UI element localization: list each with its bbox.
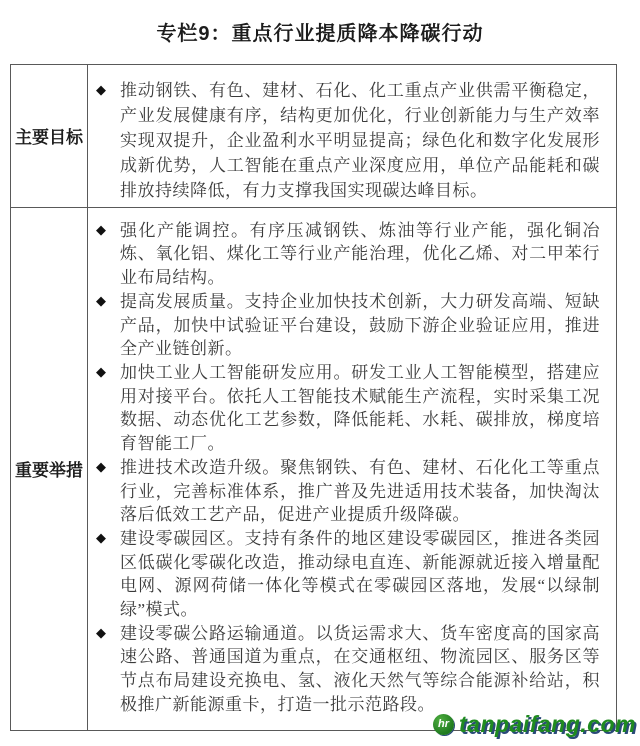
- row-label-cell: [11, 65, 88, 207]
- row-label-cell: [11, 208, 88, 730]
- bullet-item: [96, 219, 600, 290]
- tanpaifang-logo-icon: hr: [433, 714, 454, 735]
- row-label-main-goals: 主要目标: [15, 128, 83, 148]
- policy-box-table: [10, 64, 617, 731]
- bullet-text: 推进技术改造升级。聚焦钢铁、有色、建材、石化化工等重点行业，完善标准体系，推广普及先进适用技术装备，加快淘汰落后低效工艺产品，促进产业提质升级降碳。: [120, 457, 600, 525]
- bullet-text: 强化产能调控。有序压减钢铁、炼油等行业产能，强化铜冶炼、氧化铝、煤化工等行业产能治理，优化乙烯、对二甲苯行业布局结构。: [120, 220, 600, 288]
- bullet-item: [96, 290, 600, 361]
- bullet-item: [96, 361, 600, 456]
- diamond-bullet-icon: ◆: [96, 293, 106, 309]
- bullet-text: 提高发展质量。支持企业加快技术创新，大力研发高端、短缺产品，加快中试验证平台建设，鼓励下游企业验证应用，推进全产业链创新。: [120, 291, 600, 359]
- diamond-bullet-icon: ◆: [96, 530, 106, 546]
- bullet-text: 加快工业人工智能研发应用。研发工业人工智能模型，搭建应用对接平台。依托人工智能技术赋能生产流程，实时采集工况数据、动态优化工艺参数，降低能耗、水耗、碳排放，梯度培育智能工厂。: [120, 363, 600, 454]
- diamond-bullet-icon: ◆: [96, 365, 106, 380]
- diamond-bullet-icon: ◆: [96, 459, 106, 475]
- row-content-key-measures: [88, 208, 616, 730]
- row-label-key-measures: 重要举措: [15, 461, 83, 481]
- bullet-text: 建设零碳公路运输通道。以货运需求大、货车密度高的国家高速公路、普通国道为重点，在交通枢纽、物流园区、服务区等节点布局建设充换电、氢、液化天然气等综合能源补给站，积极推广新能源重卡，打造一批示范路段。: [120, 623, 600, 714]
- diamond-bullet-icon: ◆: [96, 625, 106, 641]
- bullet-item: [96, 622, 600, 717]
- bullet-text: 建设零碳园区。支持有条件的地区建设零碳园区，推进各类园区低碳化零碳化改造，推动绿电直连、新能源就近接入增量配电网、源网荷储一体化等模式在零碳园区落地，发展“以绿制绿”模式。: [120, 528, 600, 620]
- row-content-main-goals: [88, 65, 616, 207]
- table-row-main-goals: [11, 65, 616, 208]
- diamond-bullet-icon: ◆: [96, 83, 106, 98]
- watermark-site-name: tanpaifang.com: [459, 710, 636, 737]
- site-watermark: [433, 707, 636, 741]
- bullet-item: [96, 527, 600, 622]
- bullet-item: [96, 456, 600, 527]
- page-title: 专栏9：重点行业提质降本降碳行动: [156, 23, 484, 45]
- bullet-text: 推动钢铁、有色、建材、石化、化工重点产业供需平衡稳定，产业发展健康有序，结构更加优化，行业创新能力与生产效率实现双提升，企业盈利水平明显提高；绿色化和数字化发展形成新优势，人工智能在重点产业深度应用，单位产品能耗和碳排放持续降低，有力支撑我国实现碳达峰目标。: [120, 81, 600, 200]
- table-row-key-measures: [11, 208, 616, 730]
- bullet-item: [96, 78, 600, 203]
- diamond-bullet-icon: ◆: [96, 222, 106, 238]
